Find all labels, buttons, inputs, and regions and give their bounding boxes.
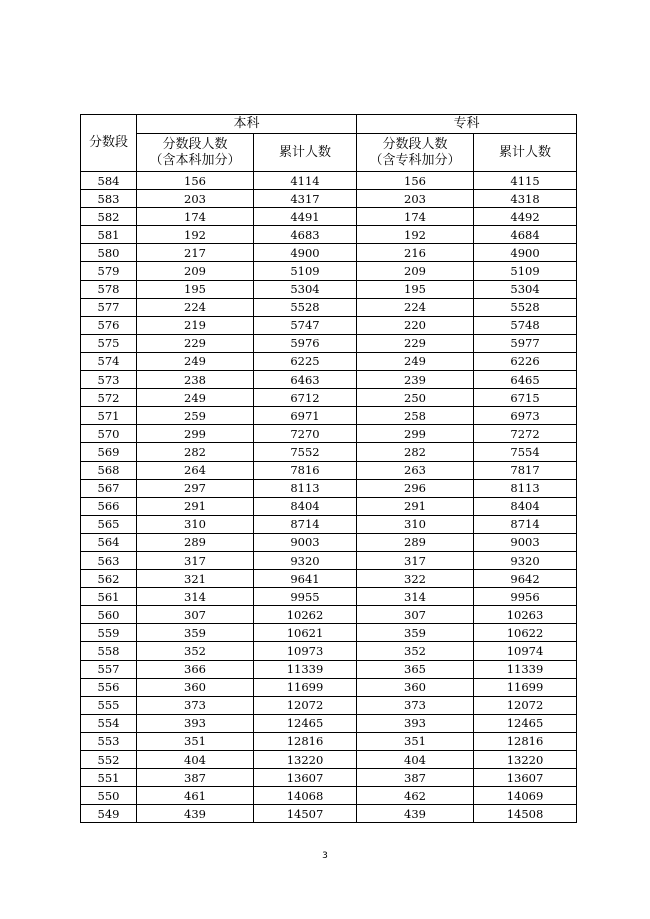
specialist-count-cell: 351 <box>357 732 474 750</box>
table-row <box>81 551 577 569</box>
table-row <box>81 714 577 732</box>
table-body <box>81 172 577 823</box>
specialist-count-cell: 289 <box>357 533 474 551</box>
undergrad-count-cell: 156 <box>137 172 254 190</box>
score-cell: 581 <box>81 226 137 244</box>
specialist-count-cell: 373 <box>357 696 474 714</box>
specialist-cumulative-cell: 12072 <box>474 696 577 714</box>
undergrad-cumulative-cell: 10262 <box>254 606 357 624</box>
score-cell: 566 <box>81 497 137 515</box>
undergrad-cumulative-cell: 5528 <box>254 298 357 316</box>
score-cell: 582 <box>81 208 137 226</box>
specialist-cumulative-cell: 9642 <box>474 570 577 588</box>
specialist-count-cell: 322 <box>357 570 474 588</box>
specialist-cumulative-cell: 13220 <box>474 751 577 769</box>
undergrad-cumulative-cell: 13220 <box>254 751 357 769</box>
score-cell: 573 <box>81 371 137 389</box>
undergrad-count-cell: 217 <box>137 244 254 262</box>
undergrad-count-cell: 203 <box>137 190 254 208</box>
specialist-cumulative-cell: 4492 <box>474 208 577 226</box>
specialist-cumulative-cell: 11699 <box>474 678 577 696</box>
specialist-count-cell: 359 <box>357 624 474 642</box>
score-cell: 580 <box>81 244 137 262</box>
score-cell: 575 <box>81 334 137 352</box>
table-row <box>81 678 577 696</box>
table-row <box>81 443 577 461</box>
specialist-cumulative-cell: 10974 <box>474 642 577 660</box>
undergrad-count-cell: 249 <box>137 389 254 407</box>
specialist-cumulative-cell: 6465 <box>474 371 577 389</box>
score-cell: 550 <box>81 787 137 805</box>
undergrad-count-cell: 439 <box>137 805 254 823</box>
undergrad-cumulative-cell: 12072 <box>254 696 357 714</box>
undergrad-cumulative-cell: 6971 <box>254 407 357 425</box>
specialist-cumulative-cell: 5528 <box>474 298 577 316</box>
specialist-count-cell: 296 <box>357 479 474 497</box>
undergrad-count-cell: 195 <box>137 280 254 298</box>
undergrad-cumulative-cell: 11699 <box>254 678 357 696</box>
score-cell: 571 <box>81 407 137 425</box>
specialist-count-cell: 360 <box>357 678 474 696</box>
score-cell: 579 <box>81 262 137 280</box>
undergrad-count-cell: 351 <box>137 732 254 750</box>
specialist-count-cell: 307 <box>357 606 474 624</box>
specialist-count-header-line1: 分数段人数 <box>382 136 448 152</box>
table-row <box>81 461 577 479</box>
undergrad-count-cell: 174 <box>137 208 254 226</box>
specialist-count-cell: 250 <box>357 389 474 407</box>
undergrad-cumulative-cell: 9955 <box>254 588 357 606</box>
undergrad-count-cell: 393 <box>137 714 254 732</box>
specialist-count-cell: 282 <box>357 443 474 461</box>
undergrad-cumulative-cell: 13607 <box>254 769 357 787</box>
score-cell: 558 <box>81 642 137 660</box>
undergrad-count-cell: 229 <box>137 334 254 352</box>
undergrad-count-header-line1: 分数段人数 <box>162 136 228 152</box>
specialist-cumulative-cell: 14508 <box>474 805 577 823</box>
undergrad-cumulative-cell: 8404 <box>254 497 357 515</box>
specialist-count-cell: 462 <box>357 787 474 805</box>
table-row <box>81 190 577 208</box>
undergrad-count-cell: 404 <box>137 751 254 769</box>
undergrad-count-cell: 238 <box>137 371 254 389</box>
specialist-count-cell: 439 <box>357 805 474 823</box>
undergrad-count-cell: 359 <box>137 624 254 642</box>
table-row <box>81 479 577 497</box>
table-row <box>81 280 577 298</box>
undergrad-cumulative-cell: 5976 <box>254 334 357 352</box>
specialist-cumulative-cell: 5748 <box>474 316 577 334</box>
specialist-count-cell: 224 <box>357 298 474 316</box>
specialist-cumulative-cell: 10263 <box>474 606 577 624</box>
score-cell: 554 <box>81 714 137 732</box>
undergrad-cumulative-cell: 8113 <box>254 479 357 497</box>
table-row <box>81 805 577 823</box>
undergrad-cumulative-cell: 6225 <box>254 352 357 370</box>
undergrad-cumulative-cell: 12465 <box>254 714 357 732</box>
table-row <box>81 588 577 606</box>
specialist-cumulative-cell: 5304 <box>474 280 577 298</box>
score-cell: 583 <box>81 190 137 208</box>
score-cell: 564 <box>81 533 137 551</box>
specialist-cumulative-header: 累计人数 <box>474 134 577 172</box>
undergrad-cumulative-cell: 4317 <box>254 190 357 208</box>
undergrad-count-header <box>137 134 254 172</box>
score-cell: 555 <box>81 696 137 714</box>
table-row <box>81 570 577 588</box>
table-row <box>81 208 577 226</box>
header-sub-row <box>81 134 577 172</box>
specialist-count-cell: 404 <box>357 751 474 769</box>
score-cell: 562 <box>81 570 137 588</box>
score-cell: 549 <box>81 805 137 823</box>
undergrad-cumulative-cell: 7816 <box>254 461 357 479</box>
undergrad-cumulative-cell: 14507 <box>254 805 357 823</box>
score-cell: 561 <box>81 588 137 606</box>
table-row <box>81 751 577 769</box>
undergrad-count-cell: 219 <box>137 316 254 334</box>
undergrad-count-cell: 291 <box>137 497 254 515</box>
specialist-count-cell: 229 <box>357 334 474 352</box>
specialist-count-cell: 192 <box>357 226 474 244</box>
specialist-cumulative-cell: 11339 <box>474 660 577 678</box>
specialist-cumulative-cell: 4684 <box>474 226 577 244</box>
specialist-count-cell: 317 <box>357 551 474 569</box>
specialist-count-cell: 258 <box>357 407 474 425</box>
specialist-count-cell: 220 <box>357 316 474 334</box>
table-header <box>81 115 577 172</box>
specialist-count-cell: 156 <box>357 172 474 190</box>
table-row <box>81 352 577 370</box>
specialist-count-cell: 291 <box>357 497 474 515</box>
undergrad-cumulative-cell: 7552 <box>254 443 357 461</box>
score-cell: 574 <box>81 352 137 370</box>
specialist-count-cell: 365 <box>357 660 474 678</box>
undergrad-count-cell: 264 <box>137 461 254 479</box>
score-cell: 565 <box>81 515 137 533</box>
specialist-count-cell: 310 <box>357 515 474 533</box>
undergrad-count-cell: 352 <box>137 642 254 660</box>
undergrad-cumulative-cell: 12816 <box>254 732 357 750</box>
table-row <box>81 407 577 425</box>
score-cell: 559 <box>81 624 137 642</box>
undergrad-cumulative-cell: 10621 <box>254 624 357 642</box>
table-row <box>81 533 577 551</box>
score-cell: 570 <box>81 425 137 443</box>
table-row <box>81 371 577 389</box>
undergrad-count-cell: 299 <box>137 425 254 443</box>
specialist-cumulative-cell: 6973 <box>474 407 577 425</box>
undergrad-cumulative-cell: 5109 <box>254 262 357 280</box>
table-row <box>81 787 577 805</box>
score-segment-header: 分数段 <box>81 115 137 172</box>
specialist-count-header <box>357 134 474 172</box>
undergrad-count-cell: 461 <box>137 787 254 805</box>
undergrad-count-cell: 307 <box>137 606 254 624</box>
undergrad-count-cell: 259 <box>137 407 254 425</box>
score-cell: 577 <box>81 298 137 316</box>
specialist-cumulative-cell: 5109 <box>474 262 577 280</box>
undergrad-cumulative-cell: 10973 <box>254 642 357 660</box>
specialist-cumulative-cell: 7817 <box>474 461 577 479</box>
table-row <box>81 606 577 624</box>
undergrad-count-cell: 192 <box>137 226 254 244</box>
specialist-count-cell: 249 <box>357 352 474 370</box>
specialist-count-cell: 239 <box>357 371 474 389</box>
page-number: 3 <box>322 851 328 861</box>
score-cell: 576 <box>81 316 137 334</box>
specialist-cumulative-cell: 5977 <box>474 334 577 352</box>
undergrad-cumulative-cell: 9320 <box>254 551 357 569</box>
table-row <box>81 244 577 262</box>
specialist-cumulative-cell: 7554 <box>474 443 577 461</box>
table-row <box>81 696 577 714</box>
score-cell: 557 <box>81 660 137 678</box>
score-cell: 584 <box>81 172 137 190</box>
specialist-cumulative-cell: 12465 <box>474 714 577 732</box>
specialist-cumulative-cell: 6715 <box>474 389 577 407</box>
table-row <box>81 769 577 787</box>
undergrad-cumulative-cell: 14068 <box>254 787 357 805</box>
specialist-cumulative-cell: 4318 <box>474 190 577 208</box>
specialist-cumulative-cell: 12816 <box>474 732 577 750</box>
undergrad-count-cell: 314 <box>137 588 254 606</box>
score-cell: 552 <box>81 751 137 769</box>
undergrad-cumulative-cell: 4900 <box>254 244 357 262</box>
undergrad-group-header: 本科 <box>137 115 357 134</box>
specialist-cumulative-cell: 8404 <box>474 497 577 515</box>
specialist-cumulative-cell: 9003 <box>474 533 577 551</box>
table-row <box>81 660 577 678</box>
specialist-cumulative-cell: 9956 <box>474 588 577 606</box>
undergrad-count-cell: 360 <box>137 678 254 696</box>
specialist-cumulative-cell: 9320 <box>474 551 577 569</box>
undergrad-cumulative-cell: 5747 <box>254 316 357 334</box>
specialist-count-header-line2: （含专科加分） <box>369 152 461 168</box>
score-cell: 569 <box>81 443 137 461</box>
score-cell: 563 <box>81 551 137 569</box>
specialist-count-cell: 209 <box>357 262 474 280</box>
specialist-cumulative-cell: 7272 <box>474 425 577 443</box>
table-row <box>81 732 577 750</box>
table-row <box>81 624 577 642</box>
table-row <box>81 226 577 244</box>
undergrad-count-cell: 224 <box>137 298 254 316</box>
score-cell: 578 <box>81 280 137 298</box>
specialist-count-cell: 393 <box>357 714 474 732</box>
specialist-count-cell: 174 <box>357 208 474 226</box>
specialist-count-cell: 314 <box>357 588 474 606</box>
undergrad-cumulative-cell: 5304 <box>254 280 357 298</box>
specialist-cumulative-cell: 14069 <box>474 787 577 805</box>
undergrad-cumulative-header: 累计人数 <box>254 134 357 172</box>
undergrad-cumulative-cell: 9641 <box>254 570 357 588</box>
score-cell: 560 <box>81 606 137 624</box>
table-row <box>81 389 577 407</box>
table-row <box>81 334 577 352</box>
undergrad-count-header-line2: （含本科加分） <box>149 152 241 168</box>
table-row <box>81 316 577 334</box>
score-cell: 556 <box>81 678 137 696</box>
undergrad-cumulative-cell: 6463 <box>254 371 357 389</box>
specialist-count-cell: 387 <box>357 769 474 787</box>
specialist-count-cell: 195 <box>357 280 474 298</box>
score-cell: 567 <box>81 479 137 497</box>
undergrad-count-cell: 317 <box>137 551 254 569</box>
specialist-count-cell: 352 <box>357 642 474 660</box>
table-row <box>81 642 577 660</box>
undergrad-count-cell: 297 <box>137 479 254 497</box>
undergrad-count-cell: 289 <box>137 533 254 551</box>
specialist-cumulative-cell: 4900 <box>474 244 577 262</box>
specialist-count-cell: 263 <box>357 461 474 479</box>
score-cell: 568 <box>81 461 137 479</box>
table-row <box>81 262 577 280</box>
header-group-row <box>81 115 577 134</box>
undergrad-cumulative-cell: 8714 <box>254 515 357 533</box>
specialist-count-cell: 203 <box>357 190 474 208</box>
score-cell: 553 <box>81 732 137 750</box>
specialist-cumulative-cell: 6226 <box>474 352 577 370</box>
specialist-cumulative-cell: 8714 <box>474 515 577 533</box>
specialist-cumulative-cell: 8113 <box>474 479 577 497</box>
table-row <box>81 425 577 443</box>
specialist-count-cell: 299 <box>357 425 474 443</box>
undergrad-count-cell: 321 <box>137 570 254 588</box>
undergrad-cumulative-cell: 4114 <box>254 172 357 190</box>
undergrad-cumulative-cell: 4491 <box>254 208 357 226</box>
table-row <box>81 515 577 533</box>
score-cell: 551 <box>81 769 137 787</box>
score-cell: 572 <box>81 389 137 407</box>
table-row <box>81 172 577 190</box>
specialist-cumulative-cell: 13607 <box>474 769 577 787</box>
undergrad-count-cell: 282 <box>137 443 254 461</box>
specialist-group-header: 专科 <box>357 115 577 134</box>
specialist-cumulative-cell: 4115 <box>474 172 577 190</box>
undergrad-count-cell: 387 <box>137 769 254 787</box>
undergrad-count-cell: 310 <box>137 515 254 533</box>
undergrad-count-cell: 249 <box>137 352 254 370</box>
undergrad-cumulative-cell: 7270 <box>254 425 357 443</box>
undergrad-cumulative-cell: 9003 <box>254 533 357 551</box>
undergrad-count-cell: 373 <box>137 696 254 714</box>
undergrad-cumulative-cell: 4683 <box>254 226 357 244</box>
score-distribution-table <box>80 114 577 823</box>
table-row <box>81 298 577 316</box>
specialist-count-cell: 216 <box>357 244 474 262</box>
table-row <box>81 497 577 515</box>
undergrad-cumulative-cell: 6712 <box>254 389 357 407</box>
specialist-cumulative-cell: 10622 <box>474 624 577 642</box>
undergrad-count-cell: 366 <box>137 660 254 678</box>
undergrad-count-cell: 209 <box>137 262 254 280</box>
undergrad-cumulative-cell: 11339 <box>254 660 357 678</box>
